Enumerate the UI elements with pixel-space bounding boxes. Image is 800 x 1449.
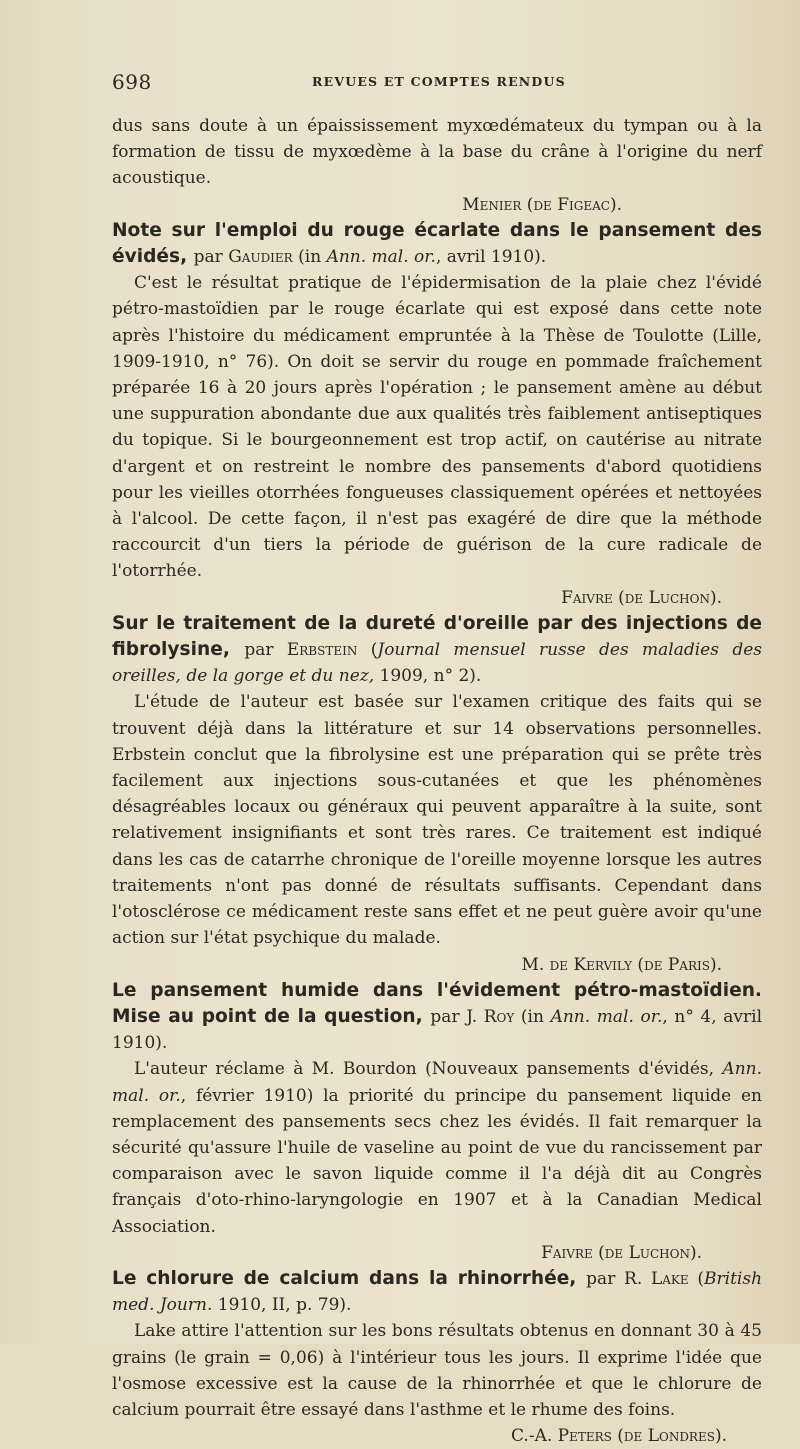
article-title: Le chlorure de calcium dans la rhinorrhée,: [112, 1267, 577, 1289]
signature: Menier (de Figeac).: [462, 194, 622, 215]
article-heading: Note sur l'emploi du rouge écarlate dans le pansement des évidés, par Gaudier (in Ann. mal. or., avril 1910).: [112, 219, 762, 268]
continued-paragraph: dus sans doute à un épaississement myxœdémateux du tympan ou à la formation de tissu de myxœdème à la base du crâne à l'origine du nerf acoustique.: [112, 116, 762, 189]
signature: Faivre (de Luchon).: [541, 1242, 702, 1263]
journal-title: Ann. mal. or.: [550, 1006, 663, 1027]
article-author: J. Roy: [466, 1006, 515, 1027]
article-author: Gaudier: [228, 247, 293, 268]
article-body: Lake attire l'attention sur les bons résultats obtenus en donnant 30 à 45 grains (le grain = 0,06) à l'intérieur tous les jours. Il exprime l'idée que l'osmose excessive est la cause de la rhinorrhée et que le chlorure de calcium pourrait être essayé dans l'asthme et le rhume des foins.: [112, 1321, 762, 1420]
signature: Faivre (de Luchon).: [561, 587, 722, 608]
journal-title: Ann. mal. or.: [326, 247, 436, 268]
signature: M. de Kervily (de Paris).: [521, 954, 722, 975]
page-content: [112, 113, 762, 1449]
article-author: Erbstein: [286, 640, 358, 661]
running-title: REVUES ET COMPTES RENDUS: [312, 74, 566, 89]
article-title: Sur le traitement de la dureté d'oreille par des injections de fibrolysine,: [112, 612, 762, 661]
journal-title: Journal mensuel russe des maladies des oreilles, de la gorge et du nez,: [112, 640, 762, 687]
article-author: R. Lake: [624, 1268, 689, 1289]
article-title: Note sur l'emploi du rouge écarlate dans le pansement des évidés,: [112, 219, 762, 268]
article-heading: Le chlorure de calcium dans la rhinorrhée, par R. Lake (British med. Journ. 1910, II, p. 79).: [112, 1267, 763, 1316]
journal-title: British med. Journ.: [112, 1268, 763, 1316]
journal-title: Ann. mal. or.: [112, 1059, 762, 1106]
signature: C.-A. Peters (de Londres).: [511, 1426, 727, 1447]
article-heading: Sur le traitement de la dureté d'oreille par des injections de fibrolysine, par Erbstein (Journal mensuel russe des maladies des oreilles, de la gorge et du nez, 1909, n° 2).: [112, 612, 762, 687]
article-body: C'est le résultat pratique de l'épidermisation de la plaie chez l'évidé pétro-mastoïdien par le rouge écarlate qui est exposé dans cette note après l'histoire du médicament empruntée à la Thèse de Toulotte (Lille, 1909-1910, n° 76). On doit se servir du rouge en pommade fraîchement préparée 16 à 20 jours après l'opération ; le pansement amène au début une suppuration abondante due aux qualités très faiblement antiseptiques du topique. Si le bourgeonnement est trop actif, on cautérise au nitrate d'argent et on restreint le nombre des pansements d'abord quotidiens pour les vieilles otorrhées fongueuses classiquement opérées et nettoyées à l'alcool. De cette façon, il n'est pas exagéré de dire que la méthode raccourcit d'un tiers la période de guérison de la cure radicale de l'otorrhée.: [112, 273, 762, 582]
article-title: Le pansement humide dans l'évidement pétro-mastoïdien. Mise au point de la question,: [112, 979, 762, 1027]
page-number: 698: [112, 70, 152, 94]
article-body: L'étude de l'auteur est basée sur l'examen critique des faits qui se trouvent déjà dans la littérature et sur 14 observations personnelles. Erbstein conclut que la fibrolysine est une préparation qui se prête très facilement aux injections sous-cutanées et que les phénomènes désagréables locaux ou généraux qui peuvent apparaître à la suite, sont relativement insignifiants et sont très rares. Ce traitement est indiqué dans les cas de catarrhe chronique de l'oreille moyenne lorsque les autres traitements n'ont pas donné de résultats suffisants. Cependant dans l'otosclérose ce médicament reste sans effet et ne peut guère avoir qu'une action sur l'état psychique du malade.: [112, 692, 762, 949]
article-heading: Le pansement humide dans l'évidement pétro-mastoïdien. Mise au point de la question, par J. Roy (in Ann. mal. or., n° 4, avril 1910).: [112, 979, 763, 1054]
article-body: L'auteur réclame à M. Bourdon (Nouveaux pansements d'évidés, Ann. mal. or., février 1910) la priorité du principe du pansement liquide en remplacement des pansements secs chez les évidés. Il fait remarquer la sécurité qu'assure l'huile de vaseline au point de vue du rancissement par comparaison avec le savon liquide comme il l'a déjà dit au Congrès français d'oto-rhino-laryngologie en 1907 et à la Canadian Medical Association.: [112, 1059, 762, 1237]
page-header: [112, 70, 762, 94]
